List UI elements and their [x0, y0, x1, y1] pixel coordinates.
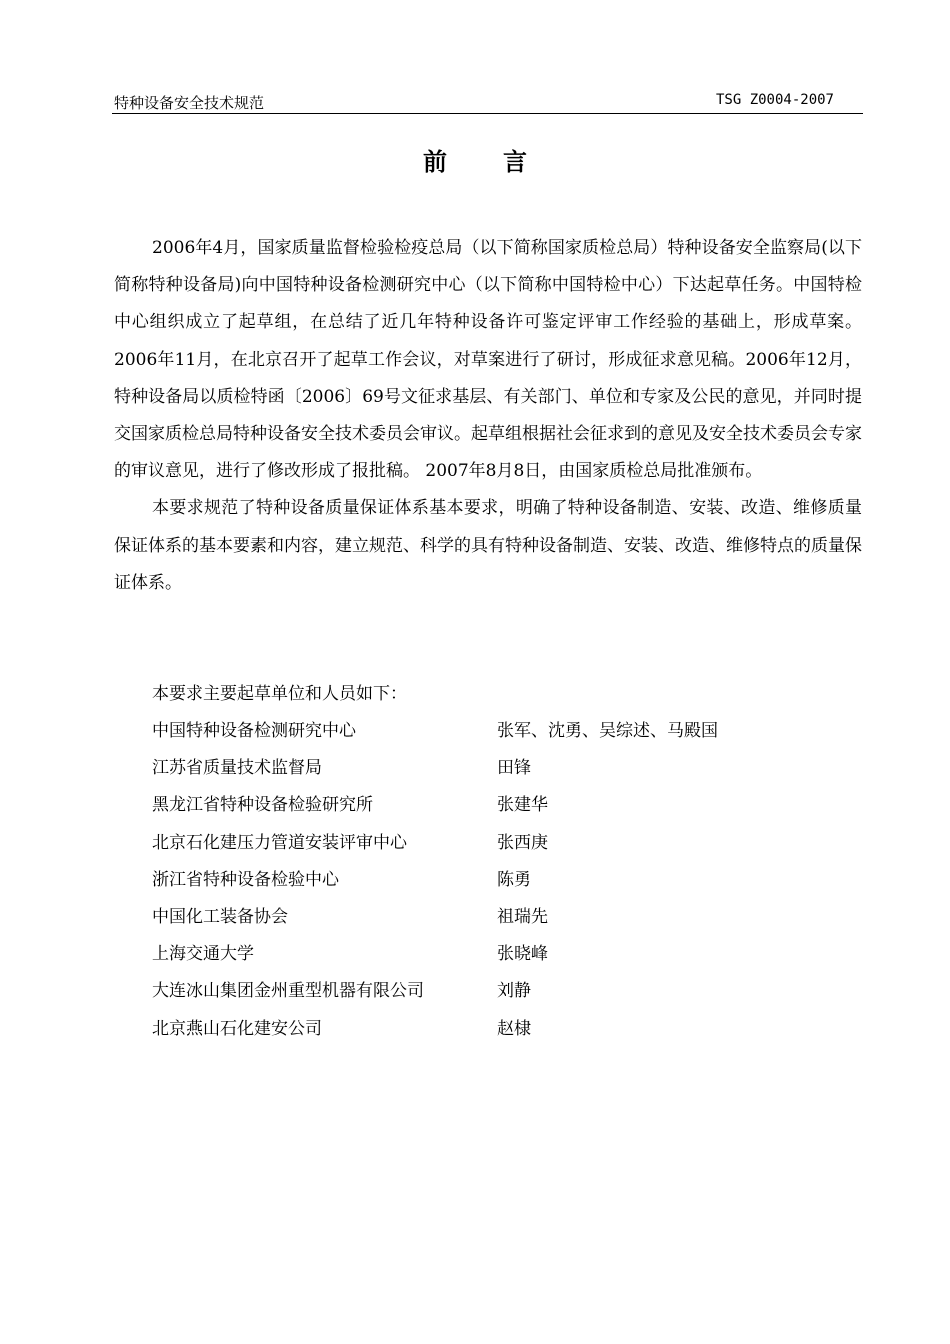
- page-header: [114, 90, 862, 114]
- drafter-row: [152, 713, 852, 750]
- drafter-people: 田锋: [497, 758, 531, 779]
- drafter-org: 大连冰山集团金州重型机器有限公司: [152, 981, 424, 1002]
- drafter-people: 张西庚: [497, 832, 548, 853]
- drafter-row: [152, 787, 852, 824]
- drafter-people: 张建华: [497, 795, 548, 816]
- header-series-title: 特种设备安全技术规范: [114, 94, 265, 112]
- drafters-intro: 本要求主要起草单位和人员如下：: [152, 684, 407, 704]
- drafter-org: 中国化工装备协会: [152, 906, 288, 927]
- drafter-org: 北京燕山石化建安公司: [152, 1018, 322, 1039]
- drafter-org: 中国特种设备检测研究中心: [152, 721, 356, 741]
- drafter-people: 张军、沈勇、吴综述、马殿国: [497, 721, 718, 741]
- drafter-row: [152, 862, 852, 899]
- drafter-people: 张晓峰: [497, 944, 548, 965]
- drafters-list: [152, 713, 852, 1048]
- drafter-org: 北京石化建压力管道安装评审中心: [152, 832, 407, 853]
- drafter-people: 刘静: [497, 981, 531, 1002]
- drafter-people: 祖瑞先: [497, 906, 548, 927]
- drafter-row: [152, 936, 852, 973]
- drafter-people: 陈勇: [497, 869, 531, 890]
- drafter-org: 上海交通大学: [152, 944, 254, 965]
- drafter-org: 江苏省质量技术监督局: [152, 758, 322, 779]
- preface-paragraph-2: 本要求规范了特种设备质量保证体系基本要求，明确了特种设备制造、安装、改造、维修质量保证体系的基本要素和内容，建立规范、科学的具有特种设备制造、安装、改造、维修特点的质量保证体系。: [114, 498, 862, 593]
- drafter-org: 浙江省特种设备检验中心: [152, 869, 339, 890]
- header-standard-code: TSG Z0004-2007: [715, 92, 834, 108]
- drafter-row: [152, 973, 852, 1010]
- preface-body: [114, 230, 862, 602]
- header-divider: [112, 113, 863, 114]
- drafter-row: [152, 750, 852, 787]
- drafter-row: [152, 899, 852, 936]
- drafter-row: [152, 825, 852, 862]
- drafter-org: 黑龙江省特种设备检验研究所: [152, 795, 373, 816]
- page-title: 前言: [423, 148, 583, 176]
- preface-paragraph-1: 2006年4月，国家质量监督检验检疫总局（以下简称国家质检总局）特种设备安全监察局(以下简称特种设备局)向中国特种设备检测研究中心（以下简称中国特检中心）下达起草任务。中国特检中心组织成立了起草组，在总结了近几年特种设备许可鉴定评审工作经验的基础上，形成草案。2006年11月，在北京召开了起草工作会议，对草案进行了研讨，形成征求意见稿。2006年12月，特种设备局以质检特函〔2006〕69号文征求基层、有关部门、单位和专家及公民的意见，并同时提交国家质检总局特种设备安全技术委员会审议。起草组根据社会征求到的意见及安全技术委员会专家的审议意见，进行了修改形成了报批稿。 2007年8月8日，由国家质检总局批准颁布。: [114, 238, 862, 482]
- drafter-people: 赵棣: [497, 1018, 531, 1039]
- drafter-row: [152, 1011, 852, 1048]
